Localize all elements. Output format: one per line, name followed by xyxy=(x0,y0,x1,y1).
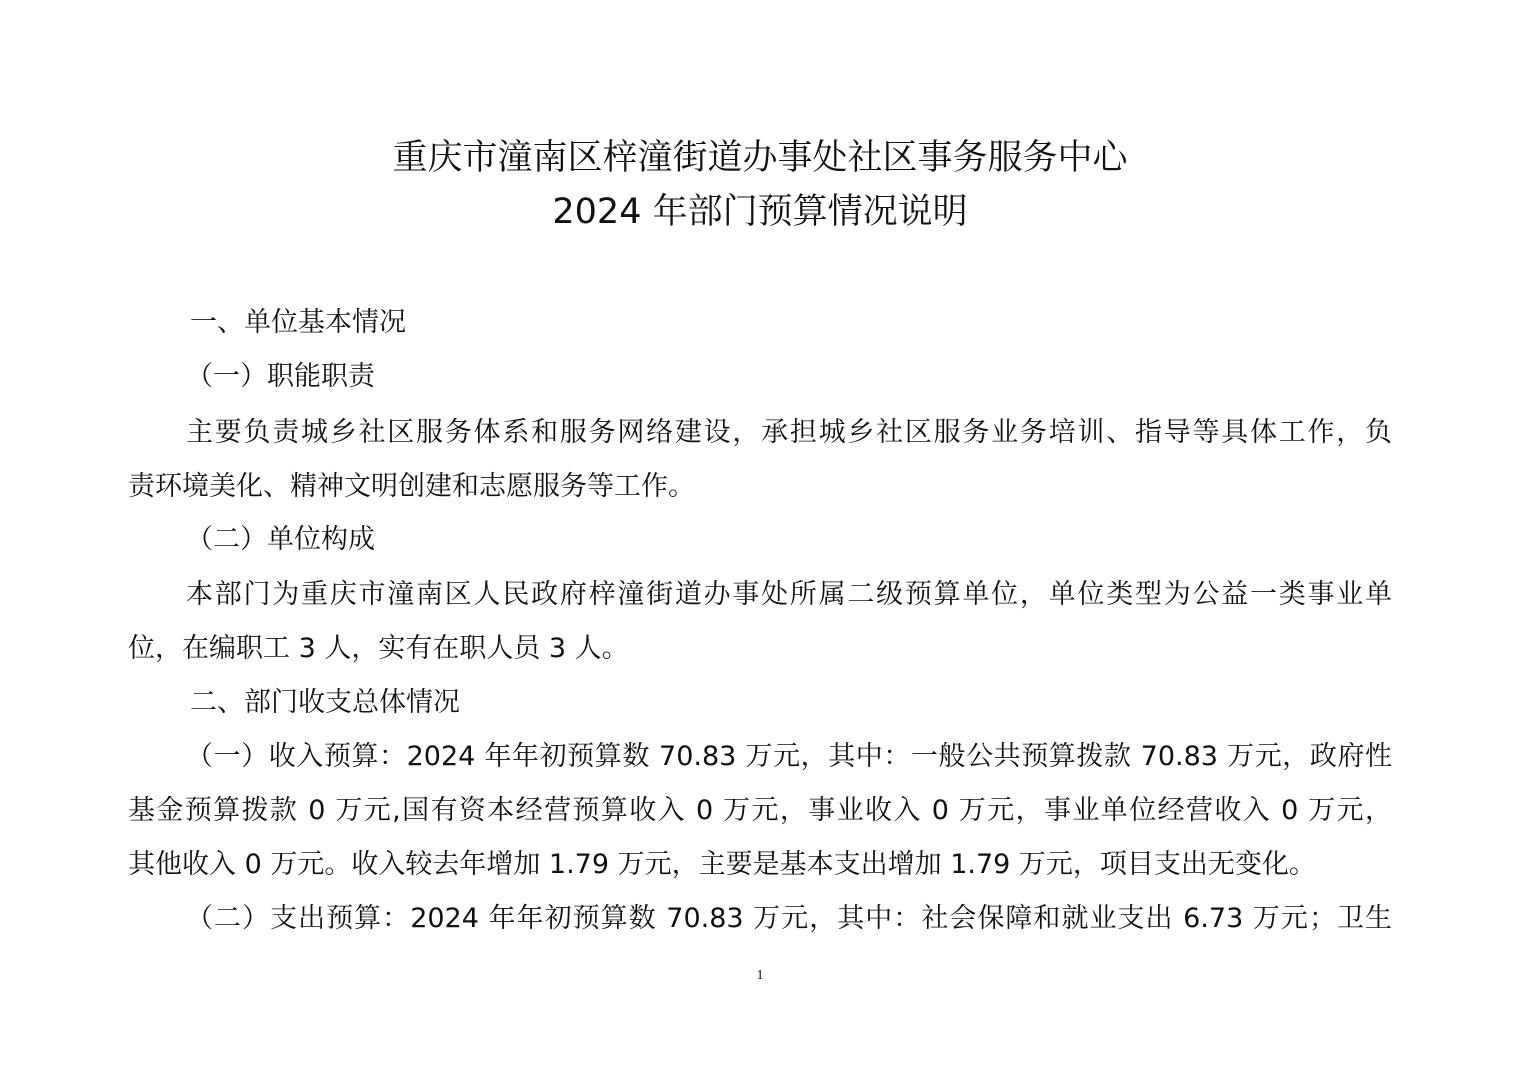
subsection-heading-duties: （一）职能职责 xyxy=(186,361,375,392)
paragraph-line: （一）收入预算：2024 年年初预算数 70.83 万元，其中：一般公共预算拨款 70.83 万元，政府性 xyxy=(186,741,1392,772)
paragraph-line: 责环境美化、精神文明创建和志愿服务等工作。 xyxy=(128,471,695,502)
document-title-line2: 2024 年部门预算情况说明 xyxy=(552,192,968,232)
paragraph-line: 本部门为重庆市潼南区人民政府梓潼街道办事处所属二级预算单位，单位类型为公益一类事业单 xyxy=(186,579,1392,610)
section-heading-budget-overview: 二、部门收支总体情况 xyxy=(190,687,460,718)
subsection-heading-composition: （二）单位构成 xyxy=(186,524,375,555)
section-heading-basic-info: 一、单位基本情况 xyxy=(190,307,406,338)
paragraph-line: 主要负责城乡社区服务体系和服务网络建设，承担城乡社区服务业务培训、指导等具体工作，负 xyxy=(186,417,1392,448)
paragraph-line: （二）支出预算：2024 年年初预算数 70.83 万元，其中：社会保障和就业支出 6.73 万元；卫生 xyxy=(186,903,1392,934)
document-title-line1: 重庆市潼南区梓潼街道办事处社区事务服务中心 xyxy=(392,138,1128,178)
page-number: 1 xyxy=(756,968,764,983)
paragraph-line: 位，在编职工 3 人，实有在职人员 3 人。 xyxy=(128,633,629,664)
paragraph-line: 基金预算拨款 0 万元,国有资本经营预算收入 0 万元，事业收入 0 万元，事业单位经营收入 0 万元， xyxy=(128,795,1392,826)
paragraph-line: 其他收入 0 万元。收入较去年增加 1.79 万元，主要是基本支出增加 1.79 万元，项目支出无变化。 xyxy=(128,849,1316,880)
